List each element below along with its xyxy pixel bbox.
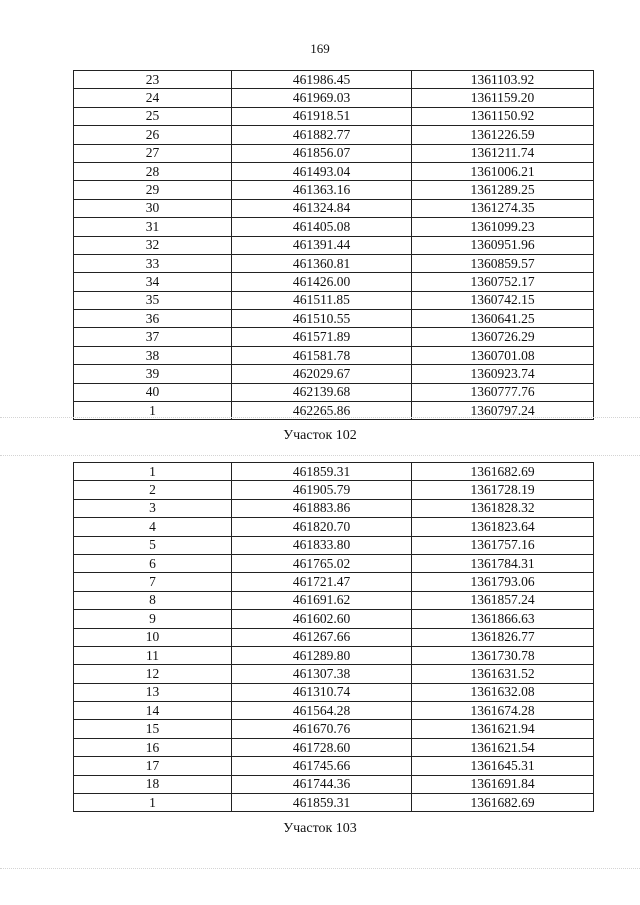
y-coordinate-cell: 1360742.15: [412, 291, 594, 309]
point-number-cell: 23: [74, 71, 232, 89]
point-number-cell: 33: [74, 254, 232, 272]
point-number-cell: 29: [74, 181, 232, 199]
x-coordinate-cell: 461289.80: [232, 646, 412, 664]
point-number-cell: 1: [74, 463, 232, 481]
y-coordinate-cell: 1361289.25: [412, 181, 594, 199]
table-row: [74, 775, 594, 793]
table-row: [74, 162, 594, 180]
x-coordinate-cell: 462139.68: [232, 383, 412, 401]
y-coordinate-cell: 1361823.64: [412, 518, 594, 536]
point-number-cell: 9: [74, 610, 232, 628]
table-row: [74, 365, 594, 383]
table-row: [74, 536, 594, 554]
x-coordinate-cell: 461510.55: [232, 310, 412, 328]
y-coordinate-cell: 1361793.06: [412, 573, 594, 591]
point-number-cell: 36: [74, 310, 232, 328]
y-coordinate-cell: 1361211.74: [412, 144, 594, 162]
y-coordinate-cell: 1361674.28: [412, 702, 594, 720]
point-number-cell: 32: [74, 236, 232, 254]
table-row: [74, 591, 594, 609]
point-number-cell: 8: [74, 591, 232, 609]
x-coordinate-cell: 461856.07: [232, 144, 412, 162]
point-number-cell: 27: [74, 144, 232, 162]
y-coordinate-cell: 1361159.20: [412, 89, 594, 107]
y-coordinate-cell: 1360797.24: [412, 402, 594, 420]
y-coordinate-cell: 1361691.84: [412, 775, 594, 793]
page-number: 169: [310, 41, 330, 56]
table-row: [74, 236, 594, 254]
y-coordinate-cell: 1361682.69: [412, 794, 594, 812]
table-row: [74, 383, 594, 401]
y-coordinate-cell: 1361728.19: [412, 481, 594, 499]
y-coordinate-cell: 1361631.52: [412, 665, 594, 683]
y-coordinate-cell: 1361682.69: [412, 463, 594, 481]
y-coordinate-cell: 1361784.31: [412, 554, 594, 572]
x-coordinate-cell: 461744.36: [232, 775, 412, 793]
x-coordinate-cell: 461267.66: [232, 628, 412, 646]
point-number-cell: 34: [74, 273, 232, 291]
x-coordinate-cell: 461670.76: [232, 720, 412, 738]
table-row: [74, 646, 594, 664]
point-number-cell: 38: [74, 346, 232, 364]
point-number-cell: 40: [74, 383, 232, 401]
x-coordinate-cell: 461564.28: [232, 702, 412, 720]
point-number-cell: 1: [74, 794, 232, 812]
table-row: [74, 218, 594, 236]
table-row: [74, 738, 594, 756]
table-row: [74, 757, 594, 775]
y-coordinate-cell: 1361828.32: [412, 499, 594, 517]
coordinates-table-plot-102: [73, 462, 594, 812]
x-coordinate-cell: 461728.60: [232, 738, 412, 756]
table-row: [74, 144, 594, 162]
scan-artifact-line: [0, 455, 640, 456]
table-row: [74, 71, 594, 89]
x-coordinate-cell: 461721.47: [232, 573, 412, 591]
table-row: [74, 794, 594, 812]
table-row: [74, 199, 594, 217]
x-coordinate-cell: 461307.38: [232, 665, 412, 683]
x-coordinate-cell: 461360.81: [232, 254, 412, 272]
table-row: [74, 126, 594, 144]
point-number-cell: 1: [74, 402, 232, 420]
y-coordinate-cell: 1361632.08: [412, 683, 594, 701]
table-row: [74, 346, 594, 364]
y-coordinate-cell: 1361103.92: [412, 71, 594, 89]
x-coordinate-cell: 461324.84: [232, 199, 412, 217]
table-row: [74, 610, 594, 628]
scan-artifact-line: [0, 417, 640, 418]
x-coordinate-cell: 461859.31: [232, 463, 412, 481]
x-coordinate-cell: 461310.74: [232, 683, 412, 701]
x-coordinate-cell: 461581.78: [232, 346, 412, 364]
y-coordinate-cell: 1361866.63: [412, 610, 594, 628]
point-number-cell: 37: [74, 328, 232, 346]
y-coordinate-cell: 1361150.92: [412, 107, 594, 125]
table-row: [74, 518, 594, 536]
x-coordinate-cell: 461859.31: [232, 794, 412, 812]
y-coordinate-cell: 1360923.74: [412, 365, 594, 383]
x-coordinate-cell: 461986.45: [232, 71, 412, 89]
point-number-cell: 25: [74, 107, 232, 125]
table-row: [74, 273, 594, 291]
table-row: [74, 665, 594, 683]
scan-artifact-line: [0, 868, 640, 869]
point-number-cell: 3: [74, 499, 232, 517]
table-row: [74, 328, 594, 346]
y-coordinate-cell: 1361757.16: [412, 536, 594, 554]
point-number-cell: 18: [74, 775, 232, 793]
section-title-plot-103: Участок 103: [283, 821, 357, 836]
table-row: [74, 481, 594, 499]
x-coordinate-cell: 461905.79: [232, 481, 412, 499]
coordinates-table-top: [73, 70, 594, 420]
x-coordinate-cell: 461511.85: [232, 291, 412, 309]
point-number-cell: 12: [74, 665, 232, 683]
point-number-cell: 13: [74, 683, 232, 701]
x-coordinate-cell: 461426.00: [232, 273, 412, 291]
y-coordinate-cell: 1360641.25: [412, 310, 594, 328]
table-row: [74, 573, 594, 591]
point-number-cell: 11: [74, 646, 232, 664]
table-row: [74, 181, 594, 199]
x-coordinate-cell: 461745.66: [232, 757, 412, 775]
table-row: [74, 463, 594, 481]
point-number-cell: 16: [74, 738, 232, 756]
x-coordinate-cell: 461918.51: [232, 107, 412, 125]
point-number-cell: 2: [74, 481, 232, 499]
table-row: [74, 628, 594, 646]
x-coordinate-cell: 461969.03: [232, 89, 412, 107]
x-coordinate-cell: 461882.77: [232, 126, 412, 144]
table-row: [74, 554, 594, 572]
table-row: [74, 499, 594, 517]
y-coordinate-cell: 1361730.78: [412, 646, 594, 664]
y-coordinate-cell: 1361099.23: [412, 218, 594, 236]
y-coordinate-cell: 1360752.17: [412, 273, 594, 291]
point-number-cell: 14: [74, 702, 232, 720]
y-coordinate-cell: 1360859.57: [412, 254, 594, 272]
x-coordinate-cell: 461363.16: [232, 181, 412, 199]
y-coordinate-cell: 1360951.96: [412, 236, 594, 254]
point-number-cell: 39: [74, 365, 232, 383]
x-coordinate-cell: 462265.86: [232, 402, 412, 420]
y-coordinate-cell: 1360726.29: [412, 328, 594, 346]
x-coordinate-cell: 461691.62: [232, 591, 412, 609]
x-coordinate-cell: 461820.70: [232, 518, 412, 536]
y-coordinate-cell: 1361645.31: [412, 757, 594, 775]
point-number-cell: 24: [74, 89, 232, 107]
table-row: [74, 89, 594, 107]
point-number-cell: 26: [74, 126, 232, 144]
point-number-cell: 17: [74, 757, 232, 775]
y-coordinate-cell: 1361621.94: [412, 720, 594, 738]
y-coordinate-cell: 1360777.76: [412, 383, 594, 401]
x-coordinate-cell: 462029.67: [232, 365, 412, 383]
table-row: [74, 291, 594, 309]
y-coordinate-cell: 1360701.08: [412, 346, 594, 364]
x-coordinate-cell: 461883.86: [232, 499, 412, 517]
table-row: [74, 683, 594, 701]
point-number-cell: 4: [74, 518, 232, 536]
y-coordinate-cell: 1361826.77: [412, 628, 594, 646]
y-coordinate-cell: 1361274.35: [412, 199, 594, 217]
point-number-cell: 15: [74, 720, 232, 738]
point-number-cell: 10: [74, 628, 232, 646]
point-number-cell: 35: [74, 291, 232, 309]
section-title-plot-102: Участок 102: [283, 428, 357, 443]
table-row: [74, 107, 594, 125]
x-coordinate-cell: 461602.60: [232, 610, 412, 628]
y-coordinate-cell: 1361226.59: [412, 126, 594, 144]
table-row: [74, 254, 594, 272]
point-number-cell: 6: [74, 554, 232, 572]
table-row: [74, 310, 594, 328]
table-row: [74, 720, 594, 738]
point-number-cell: 7: [74, 573, 232, 591]
table-row: [74, 702, 594, 720]
x-coordinate-cell: 461493.04: [232, 162, 412, 180]
x-coordinate-cell: 461765.02: [232, 554, 412, 572]
x-coordinate-cell: 461391.44: [232, 236, 412, 254]
x-coordinate-cell: 461571.89: [232, 328, 412, 346]
point-number-cell: 28: [74, 162, 232, 180]
x-coordinate-cell: 461833.80: [232, 536, 412, 554]
point-number-cell: 5: [74, 536, 232, 554]
y-coordinate-cell: 1361857.24: [412, 591, 594, 609]
y-coordinate-cell: 1361621.54: [412, 738, 594, 756]
point-number-cell: 31: [74, 218, 232, 236]
point-number-cell: 30: [74, 199, 232, 217]
x-coordinate-cell: 461405.08: [232, 218, 412, 236]
y-coordinate-cell: 1361006.21: [412, 162, 594, 180]
